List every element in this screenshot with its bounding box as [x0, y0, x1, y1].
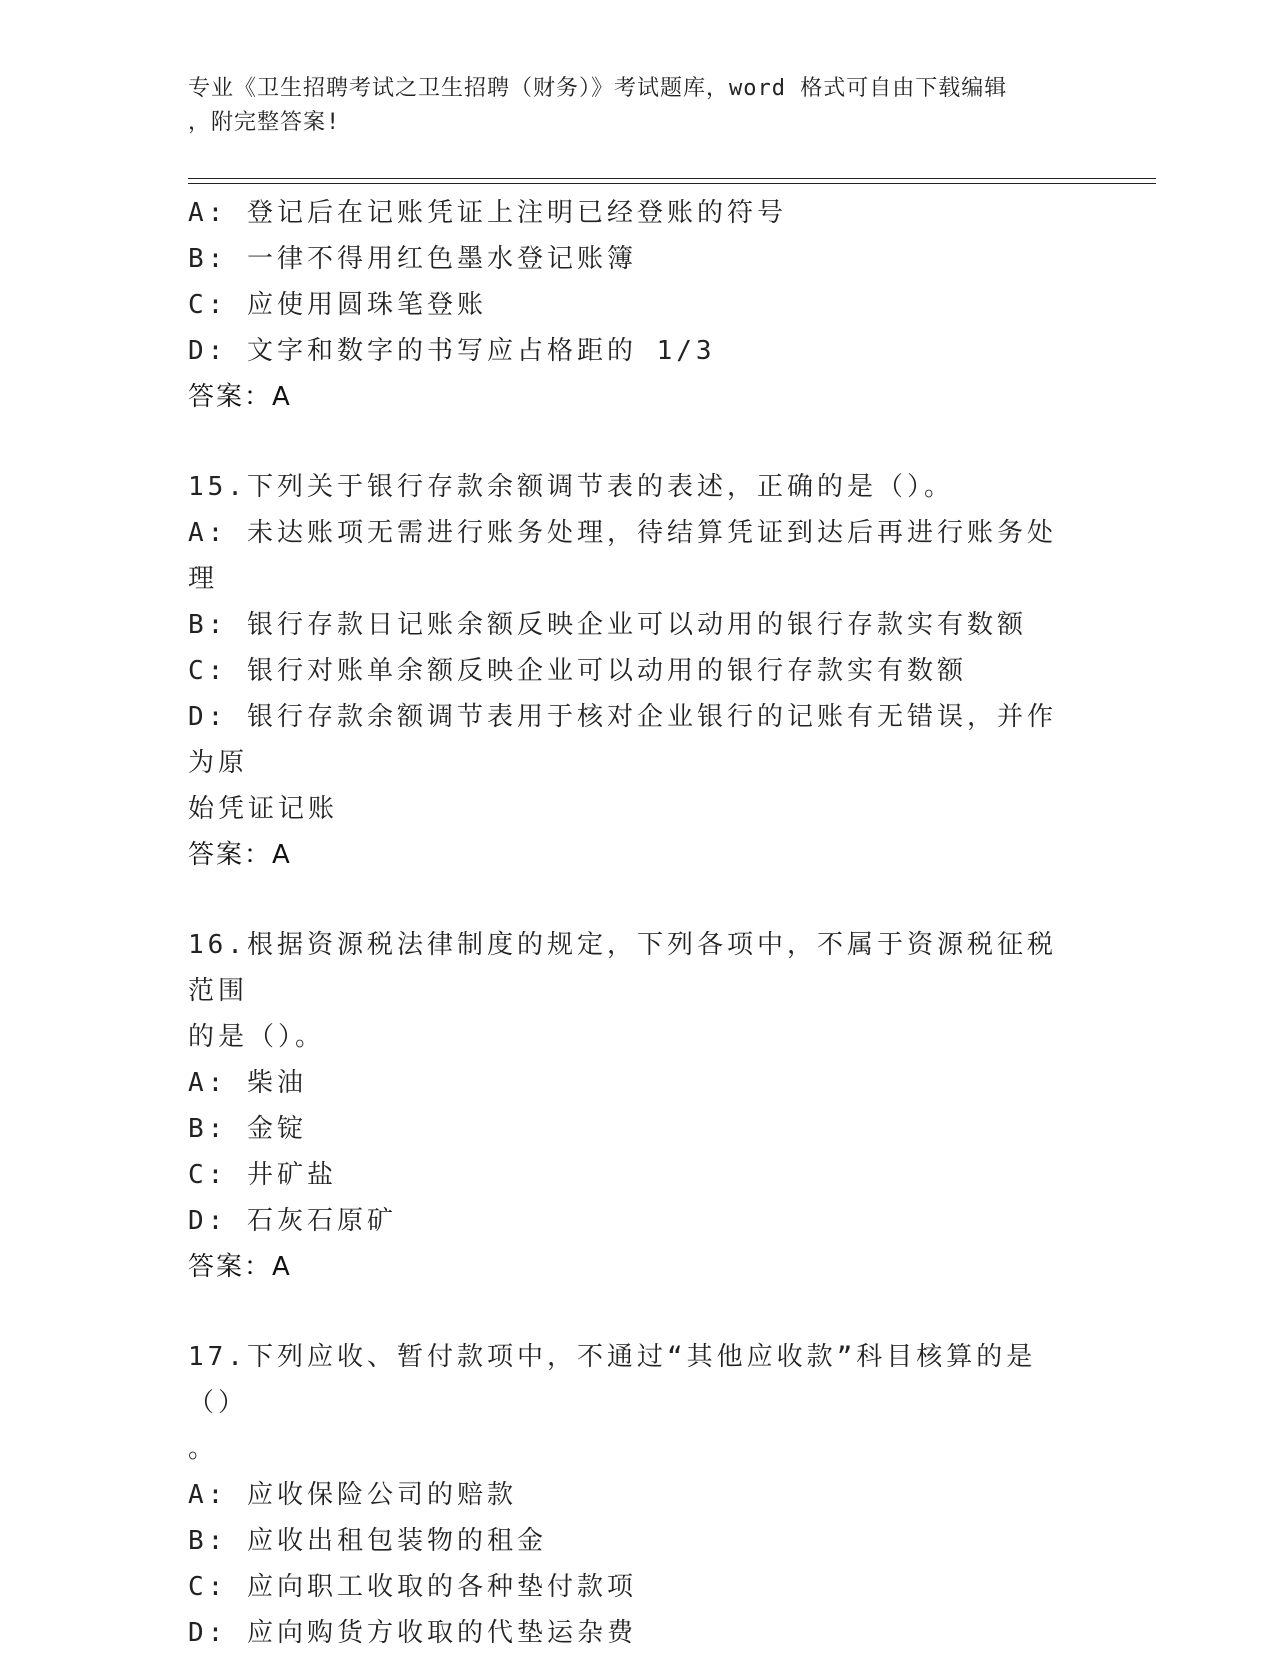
option-d: D: 文字和数字的书写应占格距的 1/3: [188, 336, 716, 366]
question-block-16: [188, 922, 1068, 1290]
option-c: C: 应使用圆珠笔登账: [188, 290, 487, 320]
option-a: A: 未达账项无需进行账务处理，待结算凭证到达后再进行账务处理: [188, 518, 1057, 594]
answer-line: 答案：A: [188, 840, 292, 870]
option-d: D: 银行存款余额调节表用于核对企业银行的记账有无错误，并作为原: [188, 702, 1057, 778]
header-divider-top: [188, 178, 1156, 179]
question-stem: 16.根据资源税法律制度的规定，下列各项中，不属于资源税征税范围: [188, 930, 1057, 1006]
option-d: D: 应向购货方收取的代垫运杂费: [188, 1618, 637, 1648]
header-divider-bottom: [188, 183, 1156, 184]
option-b: B: 银行存款日记账余额反映企业可以动用的银行存款实有数额: [188, 610, 1027, 640]
option-c: C: 银行对账单余额反映企业可以动用的银行存款实有数额: [188, 656, 967, 686]
option-d-continuation: 始凭证记账: [188, 794, 339, 824]
question-list: [188, 190, 1068, 1656]
option-b: B: 应收出租包装物的租金: [188, 1526, 547, 1556]
question-stem-continuation: 的是（）。: [188, 1022, 326, 1052]
question-stem: 15.下列关于银行存款余额调节表的表述，正确的是（）。: [188, 472, 954, 502]
answer-line: 答案：A: [188, 1252, 292, 1282]
question-block-15: [188, 464, 1068, 878]
question-stem: 17.下列应收、暂付款项中，不通过“其他应收款”科目核算的是（）: [188, 1342, 1037, 1418]
option-a: A: 柴油: [188, 1068, 307, 1098]
option-c: C: 应向职工收取的各种垫付款项: [188, 1572, 637, 1602]
header-line-1: 专业《卫生招聘考试之卫生招聘（财务）》考试题库，word 格式可自由下载编辑: [188, 76, 1008, 101]
document-header: [188, 72, 1068, 140]
option-d: D: 石灰石原矿: [188, 1206, 397, 1236]
question-block-14: [188, 190, 1068, 420]
option-b: B: 一律不得用红色墨水登记账簿: [188, 244, 637, 274]
option-b: B: 金锭: [188, 1114, 307, 1144]
question-stem-continuation: 。: [188, 1434, 219, 1464]
option-a: A: 应收保险公司的赔款: [188, 1480, 517, 1510]
option-c: C: 井矿盐: [188, 1160, 337, 1190]
answer-line: 答案：A: [188, 382, 292, 412]
header-line-2: ，附完整答案!: [188, 110, 341, 135]
option-a: A: 登记后在记账凭证上注明已经登账的符号: [188, 198, 787, 228]
question-block-17: [188, 1334, 1068, 1656]
